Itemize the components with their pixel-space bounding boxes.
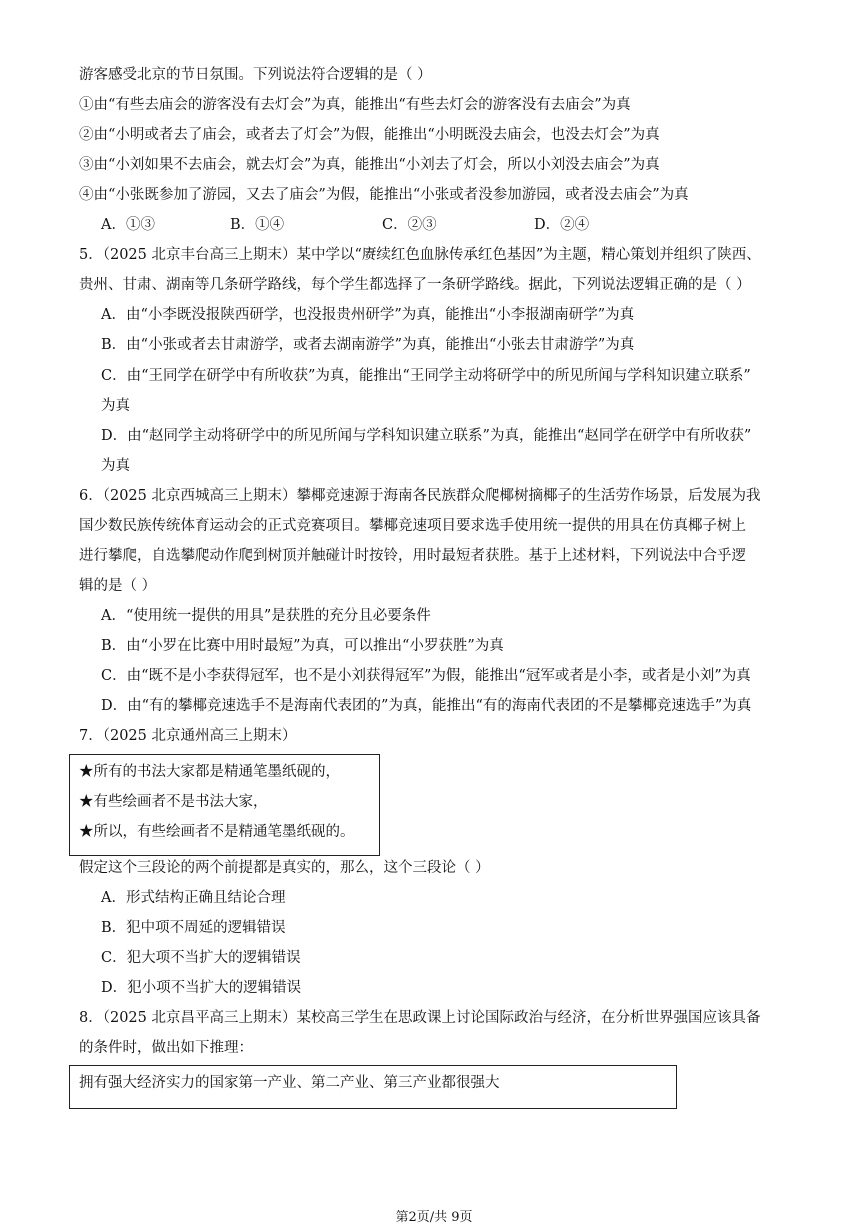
q4-stem-tail: 游客感受北京的节日氛围。下列说法符合逻辑的是（ ）: [79, 67, 432, 83]
q7-box-line-3: ★所以，有些绘画者不是精通笔墨纸砚的。: [79, 824, 355, 840]
q7-option-c: C．犯大项不当扩大的逻辑错误: [101, 950, 301, 966]
q8-stem-line-2: 的条件时，做出如下推理：: [79, 1040, 253, 1056]
q4-statement-3: ③由“小刘如果不去庙会，就去灯会”为真，能推出“小刘去了灯会，所以小刘没去庙会”为真: [79, 157, 660, 173]
q6-stem-line-4: 辑的是（ ）: [79, 578, 157, 594]
q4-option-b: B．①④: [230, 217, 285, 233]
q7-box-line-2: ★有些绘画者不是书法大家，: [79, 794, 268, 810]
q6-option-a: A．“使用统一提供的用具”是获胜的充分且必要条件: [101, 608, 431, 624]
q8-stem-line-1: 8．（2025 北京昌平高三上期末）某校高三学生在思政课上讨论国际政治与经济，在分析世界强国应该具备: [79, 1010, 761, 1026]
q4-option-c: C．②③: [382, 217, 437, 233]
q7-option-d: D．犯小项不当扩大的逻辑错误: [101, 980, 302, 996]
q5-option-d-line-2: 为真: [101, 458, 130, 474]
q7-box-line-1: ★所有的书法大家都是精通笔墨纸砚的，: [79, 764, 340, 780]
q6-stem-line-3: 进行攀爬，自选攀爬动作爬到树顶并触碰计时按铃，用时最短者获胜。基于上述材料，下列说法中合乎逻: [79, 548, 746, 564]
q4-statement-1: ①由“有些去庙会的游客没有去灯会”为真，能推出“有些去灯会的游客没有去庙会”为真: [79, 97, 631, 113]
q4-statement-2: ②由“小明或者去了庙会，或者去了灯会”为假，能推出“小明既没去庙会，也没去灯会”为真: [79, 127, 660, 143]
q6-option-d: D．由“有的攀椰竞速选手不是海南代表团的”为真，能推出“有的海南代表团的不是攀椰竞速选手”为真: [101, 698, 752, 714]
q6-option-c: C．由“既不是小李获得冠军，也不是小刘获得冠军”为假，能推出“冠军或者是小李，或者是小刘”为真: [101, 668, 751, 684]
q7-question: 假定这个三段论的两个前提都是真实的，那么，这个三段论（ ）: [79, 860, 490, 876]
q4-statement-4: ④由“小张既参加了游园，又去了庙会”为假，能推出“小张或者没参加游园，或者没去庙会”为真: [79, 187, 689, 203]
q5-option-b: B．由“小张或者去甘肃游学，或者去湖南游学”为真，能推出“小张去甘肃游学”为真: [101, 337, 635, 353]
q5-option-c-line-2: 为真: [101, 398, 130, 414]
q6-option-b: B．由“小罗在比赛中用时最短”为真，可以推出“小罗获胜”为真: [101, 638, 504, 654]
page-number: 第2页/共 9页: [395, 1210, 473, 1225]
q4-option-d: D．②④: [534, 217, 590, 233]
q7-option-a: A．形式结构正确且结论合理: [101, 890, 286, 906]
q8-box-text: 拥有强大经济实力的国家第一产业、第二产业、第三产业都很强大: [79, 1075, 500, 1091]
q5-stem-line-1: 5．（2025 北京丰台高三上期末）某中学以“赓续红色血脉传承红色基因”为主题，精心策划并组织了陕西、: [79, 247, 761, 263]
q7-option-b: B．犯中项不周延的逻辑错误: [101, 920, 286, 936]
q5-option-d-line-1: D．由“赵同学主动将研学中的所见所闻与学科知识建立联系”为真，能推出“赵同学在研学中有所收获”: [101, 428, 752, 444]
q4-option-a: A．①③: [101, 217, 155, 233]
q7-stem: 7．（2025 北京通州高三上期末）: [79, 728, 297, 744]
q6-stem-line-2: 国少数民族传统体育运动会的正式竞赛项目。攀椰竞速项目要求选手使用统一提供的用具在仿真椰子树上: [79, 518, 746, 534]
q5-stem-line-2: 贵州、甘肃、湖南等几条研学路线，每个学生都选择了一条研学路线。据此，下列说法逻辑正确的是（ ）: [79, 277, 751, 293]
q5-option-c-line-1: C．由“王同学在研学中有所收获”为真，能推出“王同学主动将研学中的所见所闻与学科知识建立联系”: [101, 368, 751, 384]
q5-option-a: A．由“小李既没报陕西研学，也没报贵州研学”为真，能推出“小李报湖南研学”为真: [101, 307, 635, 323]
q6-stem-line-1: 6．（2025 北京西城高三上期末）攀椰竞速源于海南各民族群众爬椰树摘椰子的生活劳作场景，后发展为我: [79, 488, 761, 504]
